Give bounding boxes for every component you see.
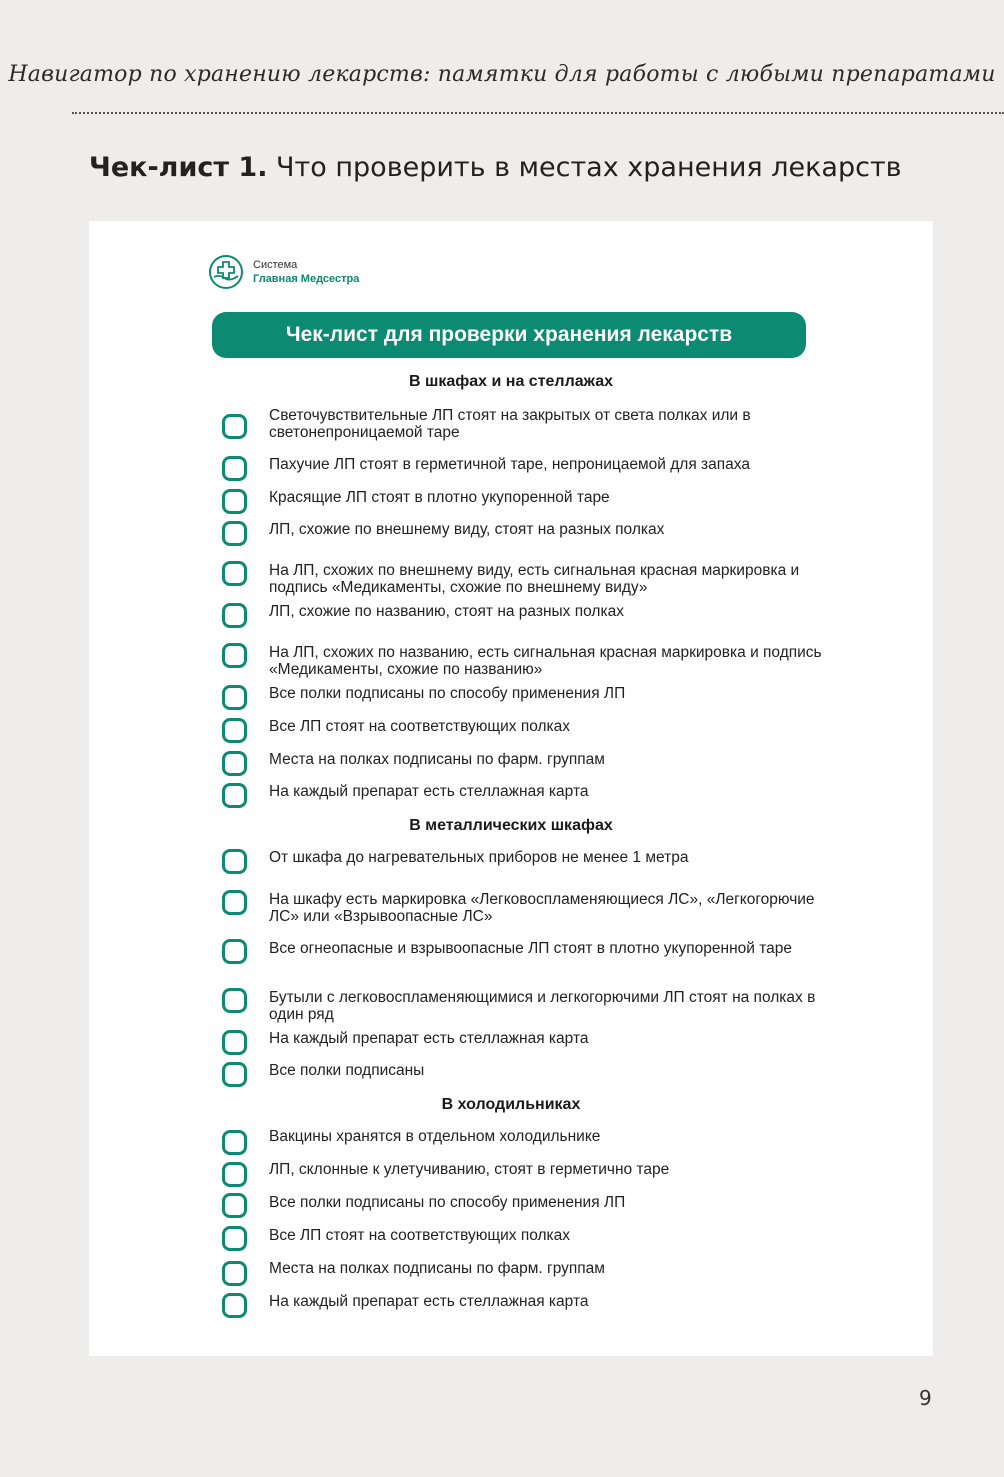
- group-title: В металлических шкафах: [409, 817, 613, 834]
- checkbox[interactable]: [222, 685, 247, 710]
- item-text: На каждый препарат есть стеллажная карта: [269, 1293, 589, 1310]
- item-text: На каждый препарат есть стеллажная карта: [269, 1030, 589, 1047]
- hand-cross-icon: [207, 253, 245, 291]
- item-text: ЛП, склонные к улетучиванию, стоят в герметично таре: [269, 1161, 670, 1178]
- checkbox[interactable]: [222, 1030, 247, 1055]
- logo: [207, 253, 407, 293]
- checkbox[interactable]: [222, 849, 247, 874]
- item-text: Все полки подписаны: [269, 1062, 425, 1079]
- checkbox[interactable]: [222, 521, 247, 546]
- item-text: ЛП, схожие по внешнему виду, стоят на разных полках: [269, 521, 665, 538]
- checkbox[interactable]: [222, 783, 247, 808]
- item-text: Красящие ЛП стоят в плотно укупоренной таре: [269, 489, 610, 506]
- checkbox[interactable]: [222, 1130, 247, 1155]
- checkbox[interactable]: [222, 603, 247, 628]
- item-text: На каждый препарат есть стеллажная карта: [269, 783, 589, 800]
- item-text: От шкафа до нагревательных приборов не менее 1 метра: [269, 849, 689, 866]
- section-title: [89, 152, 902, 183]
- checkbox[interactable]: [222, 414, 247, 439]
- checkbox[interactable]: [222, 1226, 247, 1251]
- item-text: Вакцины хранятся в отдельном холодильнике: [269, 1128, 601, 1145]
- checkbox[interactable]: [222, 751, 247, 776]
- logo-line-1: Система: [253, 259, 298, 271]
- page-number: 9: [919, 1386, 932, 1410]
- checkbox[interactable]: [222, 456, 247, 481]
- section-heading: Что проверить в местах хранения лекарств: [276, 152, 902, 183]
- item-text: Бутыли с легковоспламеняющимися и легкогорючими ЛП стоят на полках в один ряд: [269, 989, 816, 1023]
- running-header: Навигатор по хранению лекарств: памятки для работы с любыми препаратами: [8, 62, 996, 87]
- item-text: Пахучие ЛП стоят в герметичной таре, непроницаемой для запаха: [269, 456, 750, 473]
- group-title: В шкафах и на стеллажах: [409, 373, 613, 390]
- group-title: В холодильниках: [441, 1096, 581, 1113]
- item-text: Все ЛП стоят на соответствующих полках: [269, 1227, 571, 1244]
- dotted-divider: [72, 112, 1004, 114]
- item-text: ЛП, схожие по названию, стоят на разных полках: [269, 603, 624, 620]
- item-text: Светочувствительные ЛП стоят на закрытых от света полках или в светонепроницаемой таре: [269, 407, 751, 441]
- checklist-card: [89, 221, 933, 1356]
- item-text: На ЛП, схожих по внешнему виду, есть сигнальная красная маркировка и подпись «Медикаменты, схожие по внешнему виду»: [269, 562, 800, 596]
- item-text: Все полки подписаны по способу применения ЛП: [269, 1194, 626, 1211]
- section-label: Чек-лист 1.: [89, 152, 268, 183]
- checkbox[interactable]: [222, 890, 247, 915]
- item-text: Все полки подписаны по способу применения ЛП: [269, 685, 626, 702]
- item-text: Все ЛП стоят на соответствующих полках: [269, 718, 571, 735]
- item-text: На ЛП, схожих по названию, есть сигнальная красная маркировка и подпись «Медикаменты, схожие по названию»: [269, 644, 822, 678]
- item-text: Места на полках подписаны по фарм. группам: [269, 751, 605, 768]
- checkbox[interactable]: [222, 1162, 247, 1187]
- checkbox[interactable]: [222, 1293, 247, 1318]
- checkbox[interactable]: [222, 939, 247, 964]
- checkbox[interactable]: [222, 1193, 247, 1218]
- item-text: На шкафу есть маркировка «Легковоспламеняющиеся ЛС», «Легкогорючие ЛС» или «Взрывоопасные ЛС»: [269, 891, 815, 925]
- checkbox[interactable]: [222, 1062, 247, 1087]
- logo-line-2: Главная Медсестра: [253, 273, 360, 285]
- checkbox[interactable]: [222, 643, 247, 668]
- checkbox[interactable]: [222, 718, 247, 743]
- checkbox[interactable]: [222, 1261, 247, 1286]
- checkbox[interactable]: [222, 988, 247, 1013]
- item-text: Все огнеопасные и взрывоопасные ЛП стоят в плотно укупоренной таре: [269, 940, 792, 957]
- checkbox[interactable]: [222, 489, 247, 514]
- checklist-banner: Чек-лист для проверки хранения лекарств: [212, 312, 806, 358]
- item-text: Места на полках подписаны по фарм. группам: [269, 1260, 605, 1277]
- checkbox[interactable]: [222, 561, 247, 586]
